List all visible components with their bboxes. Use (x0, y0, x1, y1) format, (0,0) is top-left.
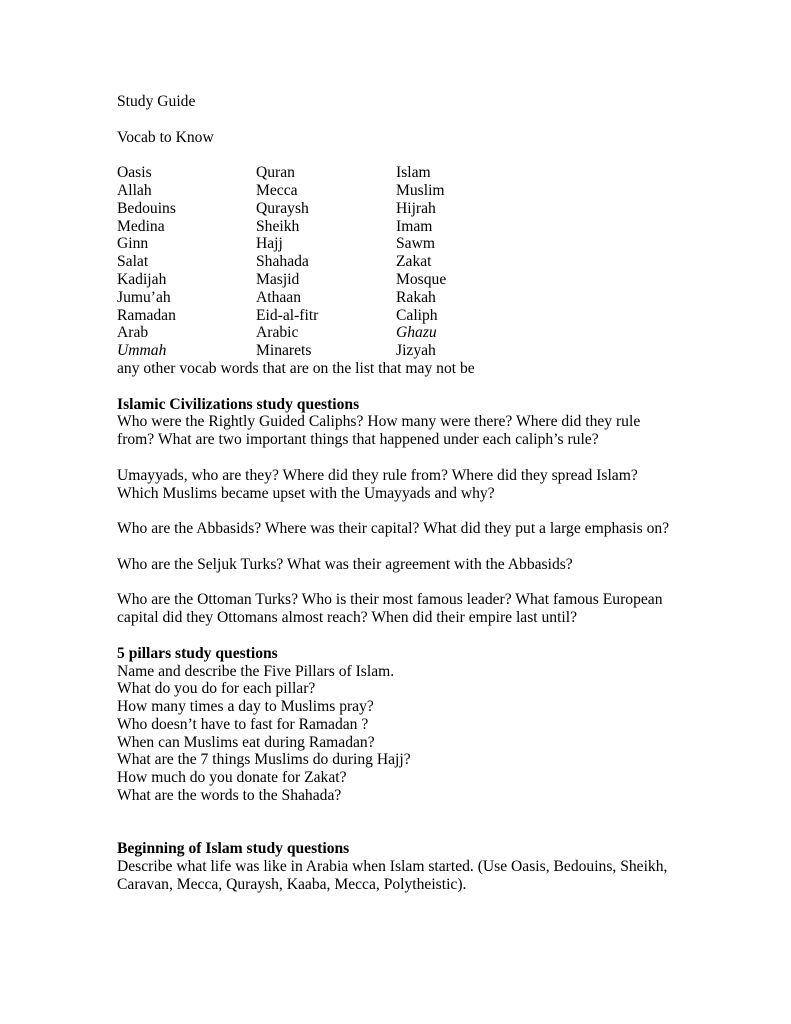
vocab-term: Allah (117, 181, 152, 199)
vocab-term: Eid-al-fitr (256, 306, 319, 324)
vocab-row (117, 218, 717, 236)
spacer (117, 538, 717, 556)
vocab-row (117, 289, 717, 307)
vocab-row (117, 342, 717, 360)
vocab-term: Caliph (396, 306, 438, 324)
question-text: Who are the Abbasids? Where was their capital? What did they put a large emphasis on? (117, 520, 670, 538)
vocab-term: Islam (396, 164, 431, 182)
question-text: Name and describe the Five Pillars of Islam. (117, 662, 395, 680)
question-text: How much do you donate for Zakat? (117, 769, 347, 787)
vocab-note: any other vocab words that are on the list that may not be (117, 359, 475, 377)
vocab-row (117, 200, 717, 218)
question-text: What are the 7 things Muslims do during Hajj? (117, 751, 411, 769)
vocab-term: Jumu’ah (117, 288, 171, 306)
document-title: Study Guide (117, 93, 196, 110)
vocab-row (117, 235, 717, 253)
spacer (117, 146, 717, 164)
vocab-term: Medina (117, 217, 165, 235)
vocab-row (117, 271, 717, 289)
question-text: Describe what life was like in Arabia when Islam started. (Use Oasis, Bedouins, Sheikh, (117, 858, 668, 876)
pillars-heading: 5 pillars study questions (117, 644, 278, 662)
beginning-heading: Beginning of Islam study questions (117, 840, 350, 858)
question-text: Which Muslims became upset with the Umayyads and why? (117, 484, 495, 502)
vocab-term: Jizyah (396, 342, 436, 360)
vocab-row (117, 164, 717, 182)
spacer (117, 823, 717, 841)
question-text: capital did they Ottomans almost reach? When did their empire last until? (117, 609, 578, 627)
vocab-term: Rakah (396, 288, 436, 306)
vocab-term: Muslim (396, 181, 445, 199)
question-text: from? What are two important things that happened under each caliph’s rule? (117, 431, 599, 449)
vocab-term: Ummah (117, 342, 167, 360)
vocab-row (117, 182, 717, 200)
question-text: Who are the Seljuk Turks? What was their agreement with the Abbasids? (117, 555, 573, 573)
vocab-heading: Vocab to Know (117, 128, 214, 146)
islamic-civ-heading: Islamic Civilizations study questions (117, 395, 360, 413)
vocab-term: Ramadan (117, 306, 176, 324)
vocab-row (117, 307, 717, 325)
vocab-term: Hijrah (396, 199, 436, 217)
spacer (117, 502, 717, 520)
vocab-term: Imam (396, 217, 433, 235)
vocab-term: Shahada (256, 253, 309, 271)
vocab-term: Athaan (256, 288, 302, 306)
vocab-row (117, 324, 717, 342)
spacer (117, 574, 717, 592)
question-text: Umayyads, who are they? Where did they rule from? Where did they spread Islam? (117, 466, 638, 484)
question-text: Caravan, Mecca, Quraysh, Kaaba, Mecca, Polytheistic). (117, 876, 467, 894)
vocab-term: Masjid (256, 270, 300, 288)
vocab-term: Sawm (396, 235, 435, 253)
vocab-term: Arabic (256, 324, 299, 342)
vocab-term: Oasis (117, 164, 152, 182)
question-text: Who doesn’t have to fast for Ramadan ? (117, 715, 369, 733)
question-text: Who are the Ottoman Turks? Who is their most famous leader? What famous European (117, 591, 663, 609)
vocab-term: Sheikh (256, 217, 300, 235)
spacer (117, 627, 717, 645)
vocab-term: Quran (256, 164, 295, 182)
vocab-table (117, 164, 717, 360)
vocab-term: Mosque (396, 270, 447, 288)
vocab-term: Arab (117, 324, 149, 342)
question-text: Who were the Rightly Guided Caliphs? How many were there? Where did they rule (117, 413, 641, 431)
spacer (117, 378, 717, 396)
vocab-term: Zakat (396, 253, 432, 271)
document-page (117, 93, 717, 894)
question-text: When can Muslims eat during Ramadan? (117, 733, 375, 751)
vocab-term: Bedouins (117, 199, 176, 217)
question-text: What are the words to the Shahada? (117, 787, 342, 805)
vocab-term: Minarets (256, 342, 312, 360)
vocab-term: Mecca (256, 181, 298, 199)
spacer (117, 805, 717, 823)
question-text: What do you do for each pillar? (117, 680, 316, 698)
vocab-term: Salat (117, 253, 149, 271)
vocab-term: Hajj (256, 235, 283, 253)
vocab-term: Quraysh (256, 199, 309, 217)
spacer (117, 111, 717, 129)
vocab-row (117, 253, 717, 271)
vocab-term: Ghazu (396, 324, 437, 342)
question-text: How many times a day to Muslims pray? (117, 698, 374, 716)
vocab-term: Kadijah (117, 270, 167, 288)
vocab-term: Ginn (117, 235, 149, 253)
spacer (117, 449, 717, 467)
